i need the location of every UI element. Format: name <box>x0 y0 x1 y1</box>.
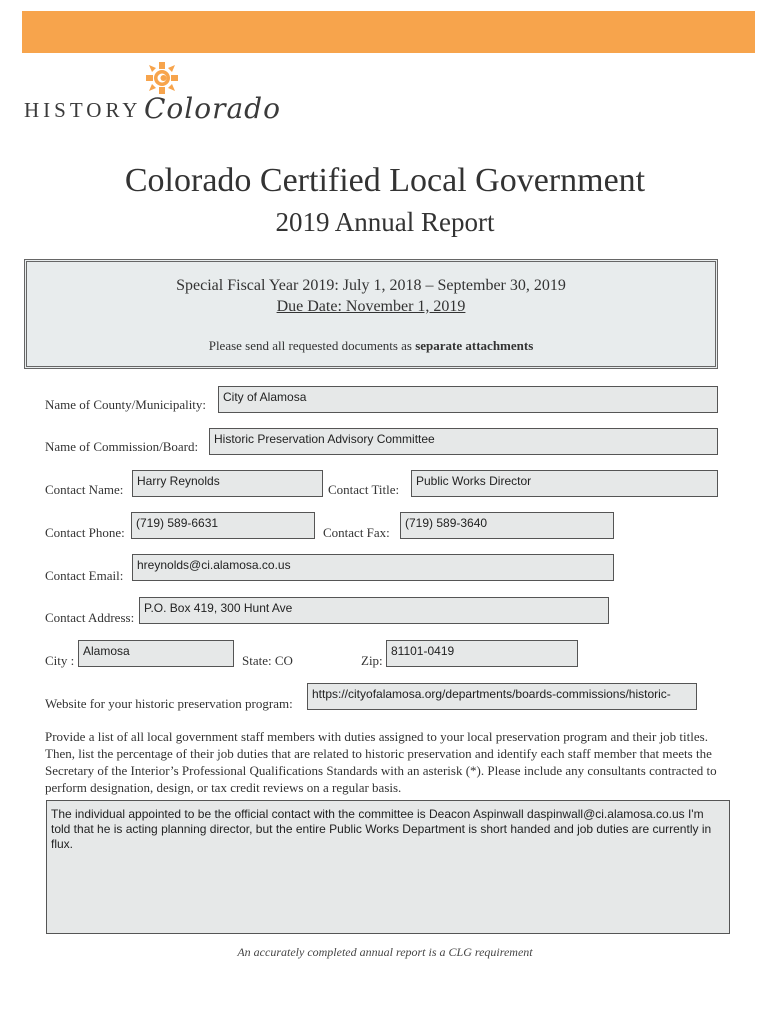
contact-title-input[interactable]: Public Works Director <box>411 470 718 497</box>
contact-address-input[interactable]: P.O. Box 419, 300 Hunt Ave <box>139 597 609 624</box>
contact-fax-input[interactable]: (719) 589-3640 <box>400 512 614 539</box>
county-label: Name of County/Municipality: <box>45 397 207 412</box>
fiscal-year-text: Special Fiscal Year 2019: July 1, 2018 – September 30, 2019 <box>176 277 566 294</box>
history-colorado-logo <box>22 62 302 134</box>
website-input[interactable]: https://cityofalamosa.org/departments/boards-commissions/historic- <box>307 683 697 710</box>
send-instructions <box>27 338 715 354</box>
zip-input[interactable]: 81101-0419 <box>386 640 578 667</box>
contact-phone-input[interactable]: (719) 589-6631 <box>131 512 315 539</box>
zip-label: Zip: <box>361 653 383 668</box>
logo-colorado-text: Colorado <box>144 92 281 125</box>
contact-phone-label: Contact Phone: <box>45 525 125 540</box>
commission-label: Name of Commission/Board: <box>45 439 199 454</box>
sun-icon <box>146 62 178 94</box>
state-label: State: CO <box>242 653 293 668</box>
notice-box <box>24 259 718 369</box>
contact-name-label: Contact Name: <box>45 482 124 497</box>
staff-list-textarea[interactable]: The individual appointed to be the official contact with the committee is Deacon Aspinwall daspinwall@ci.alamosa.co.us I'm told that he is acting planning director, but the entire Public Works Department is short handed and job duties are currently in flux. <box>46 800 730 934</box>
page-subtitle: 2019 Annual Report <box>275 207 495 237</box>
contact-title-label: Contact Title: <box>328 482 400 497</box>
city-input[interactable]: Alamosa <box>78 640 234 667</box>
staff-instructions: Provide a list of all local government staff members with duties assigned to your local preservation program and their job titles. Then, list the percentage of their job duties that are related to historic preservation and identify each staff member that meets the Secretary of the Interior’s Professional Qualifications Standards with an asterisk (*). Please include any consultants contracted to perform designation, design, or tax credit reviews on a regular basis. <box>45 729 717 795</box>
contact-email-label: Contact Email: <box>45 568 124 583</box>
logo-history-text: HISTORY <box>24 98 142 122</box>
send-instructions-text: Please send all requested documents as <box>208 338 416 353</box>
city-label: City : <box>45 653 75 668</box>
send-instructions-bold: separate attachments <box>415 338 534 353</box>
footer-note: An accurately completed annual report is a CLG requirement <box>237 945 533 959</box>
commission-input[interactable]: Historic Preservation Advisory Committee <box>209 428 718 455</box>
website-label: Website for your historic preservation program: <box>45 696 293 711</box>
contact-fax-label: Contact Fax: <box>323 525 390 540</box>
contact-address-label: Contact Address: <box>45 610 135 625</box>
due-date-text: Due Date: November 1, 2019 <box>276 298 466 315</box>
header-banner <box>22 11 755 53</box>
county-input[interactable]: City of Alamosa <box>218 386 718 413</box>
contact-name-input[interactable]: Harry Reynolds <box>132 470 323 497</box>
page-title: Colorado Certified Local Government <box>124 162 646 199</box>
contact-email-input[interactable]: hreynolds@ci.alamosa.co.us <box>132 554 614 581</box>
